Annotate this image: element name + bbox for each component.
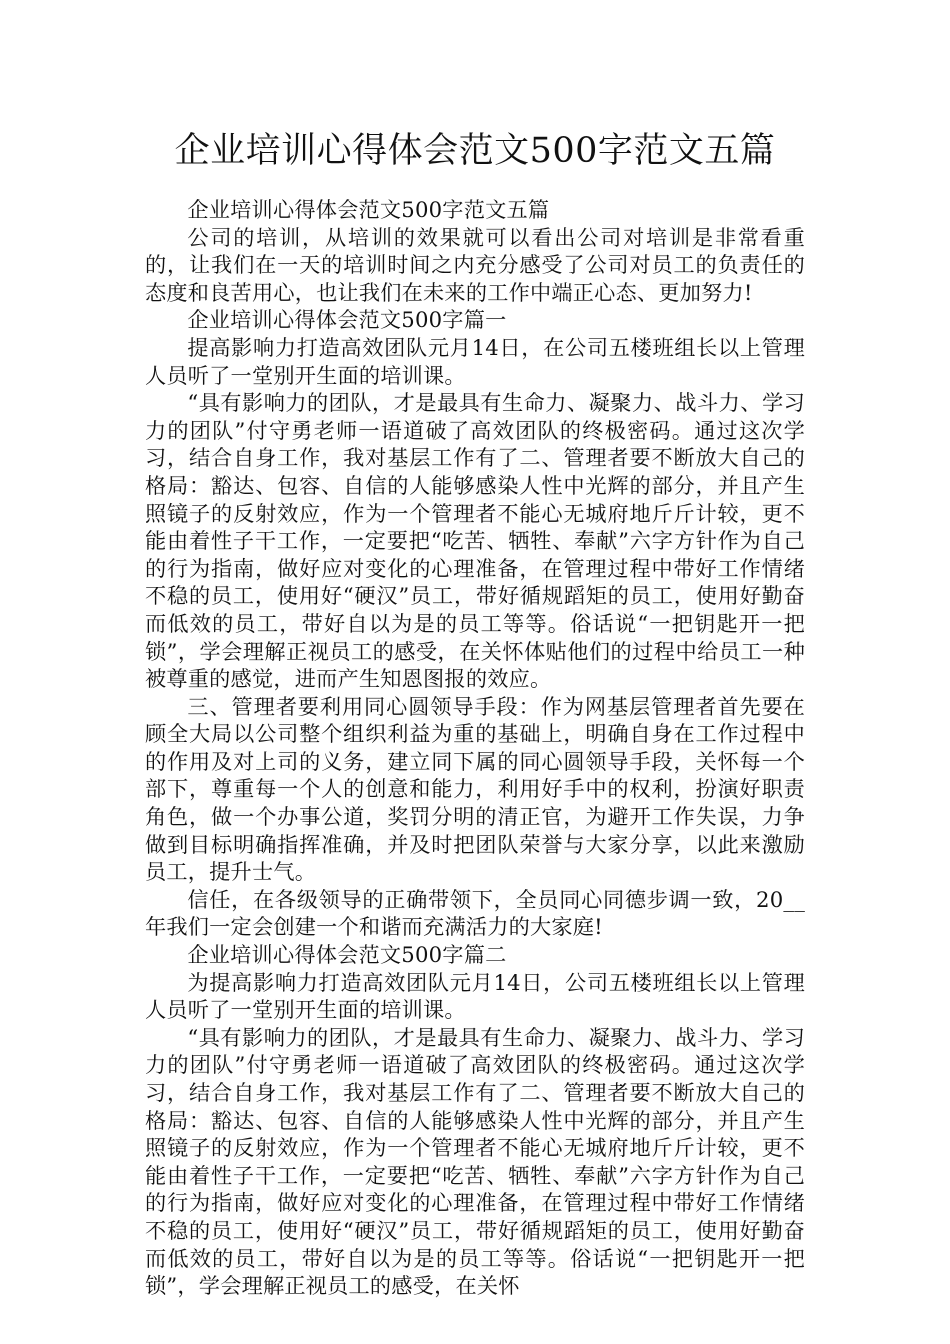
paragraph: 信任，在各级领导的正确带领下，全员同心同德步调一致，20__年我们一定会创建一个和谐而充满活力的大家庭!: [145, 886, 805, 940]
document-title: 企业培训心得体会范文500字范文五篇: [174, 131, 776, 171]
paragraph-subtitle: 企业培训心得体会范文500字范文五篇: [187, 197, 550, 222]
section-heading-part-one: 企业培训心得体会范文500字篇一: [187, 307, 507, 333]
paragraph: 提高影响力打造高效团队元月14日，在公司五楼班组长以上管理人员听了一堂别开生面的培训课。: [145, 334, 805, 388]
section-heading-part-two: 企业培训心得体会范文500字篇二: [187, 942, 507, 968]
paragraph-intro: 公司的培训，从培训的效果就可以看出公司对培训是非常看重的，让我们在一天的培训时间之内充分感受了公司对员工的负责任的态度和良苦用心，也让我们在未来的工作中端正心态、更加努力!: [145, 224, 805, 305]
paragraph: 为提高影响力打造高效团队元月14日，公司五楼班组长以上管理人员听了一堂别开生面的培训课。: [145, 969, 805, 1023]
document-body: [145, 196, 805, 1300]
paragraph: 三、管理者要利用同心圆领导手段：作为网基层管理者首先要在顾全大局以公司整个组织利益为重的基础上，明确自身在工作过程中的作用及对上司的义务，建立同下属的同心圆领导手段，关怀每一个部下，尊重每一个人的创意和能力，利用好手中的权利，扮演好职责角色，做一个办事公道，奖罚分明的清正官，为避开工作失误，力争做到目标明确指挥准确，并及时把团队荣誉与大家分享，以此来激励员工，提升士气。: [145, 693, 805, 885]
paragraph: “具有影响力的团队，才是最具有生命力、凝聚力、战斗力、学习力的团队”付守勇老师一语道破了高效团队的终极密码。通过这次学习，结合自身工作，我对基层工作有了二、管理者要不断放大自己的格局：豁达、包容、自信的人能够感染人性中光辉的部分，并且产生照镜子的反射效应，作为一个管理者不能心无城府地斤斤计较，更不能由着性子干工作，一定要把“吃苦、牺牲、奉献”六字方针作为自己的行为指南，做好应对变化的心理准备，在管理过程中带好工作情绪不稳的员工，使用好“硬汉”员工，带好循规蹈矩的员工，使用好勤奋而低效的员工，带好自以为是的员工等等。俗话说“一把钥匙开一把锁”，学会理解正视员工的感受，在关怀: [145, 1024, 805, 1299]
paragraph: “具有影响力的团队，才是最具有生命力、凝聚力、战斗力、学习力的团队”付守勇老师一语道破了高效团队的终极密码。通过这次学习，结合自身工作，我对基层工作有了二、管理者要不断放大自己的格局：豁达、包容、自信的人能够感染人性中光辉的部分，并且产生照镜子的反射效应，作为一个管理者不能心无城府地斤斤计较，更不能由着性子干工作，一定要把“吃苦、牺牲、奉献”六字方针作为自己的行为指南，做好应对变化的心理准备，在管理过程中带好工作情绪不稳的员工，使用好“硬汉”员工，带好循规蹈矩的员工，使用好勤奋而低效的员工，带好自以为是的员工等等。俗话说“一把钥匙开一把锁”，学会理解正视员工的感受，在关怀体贴他们的过程中给员工一种被尊重的感觉，进而产生知恩图报的效应。: [145, 390, 805, 692]
